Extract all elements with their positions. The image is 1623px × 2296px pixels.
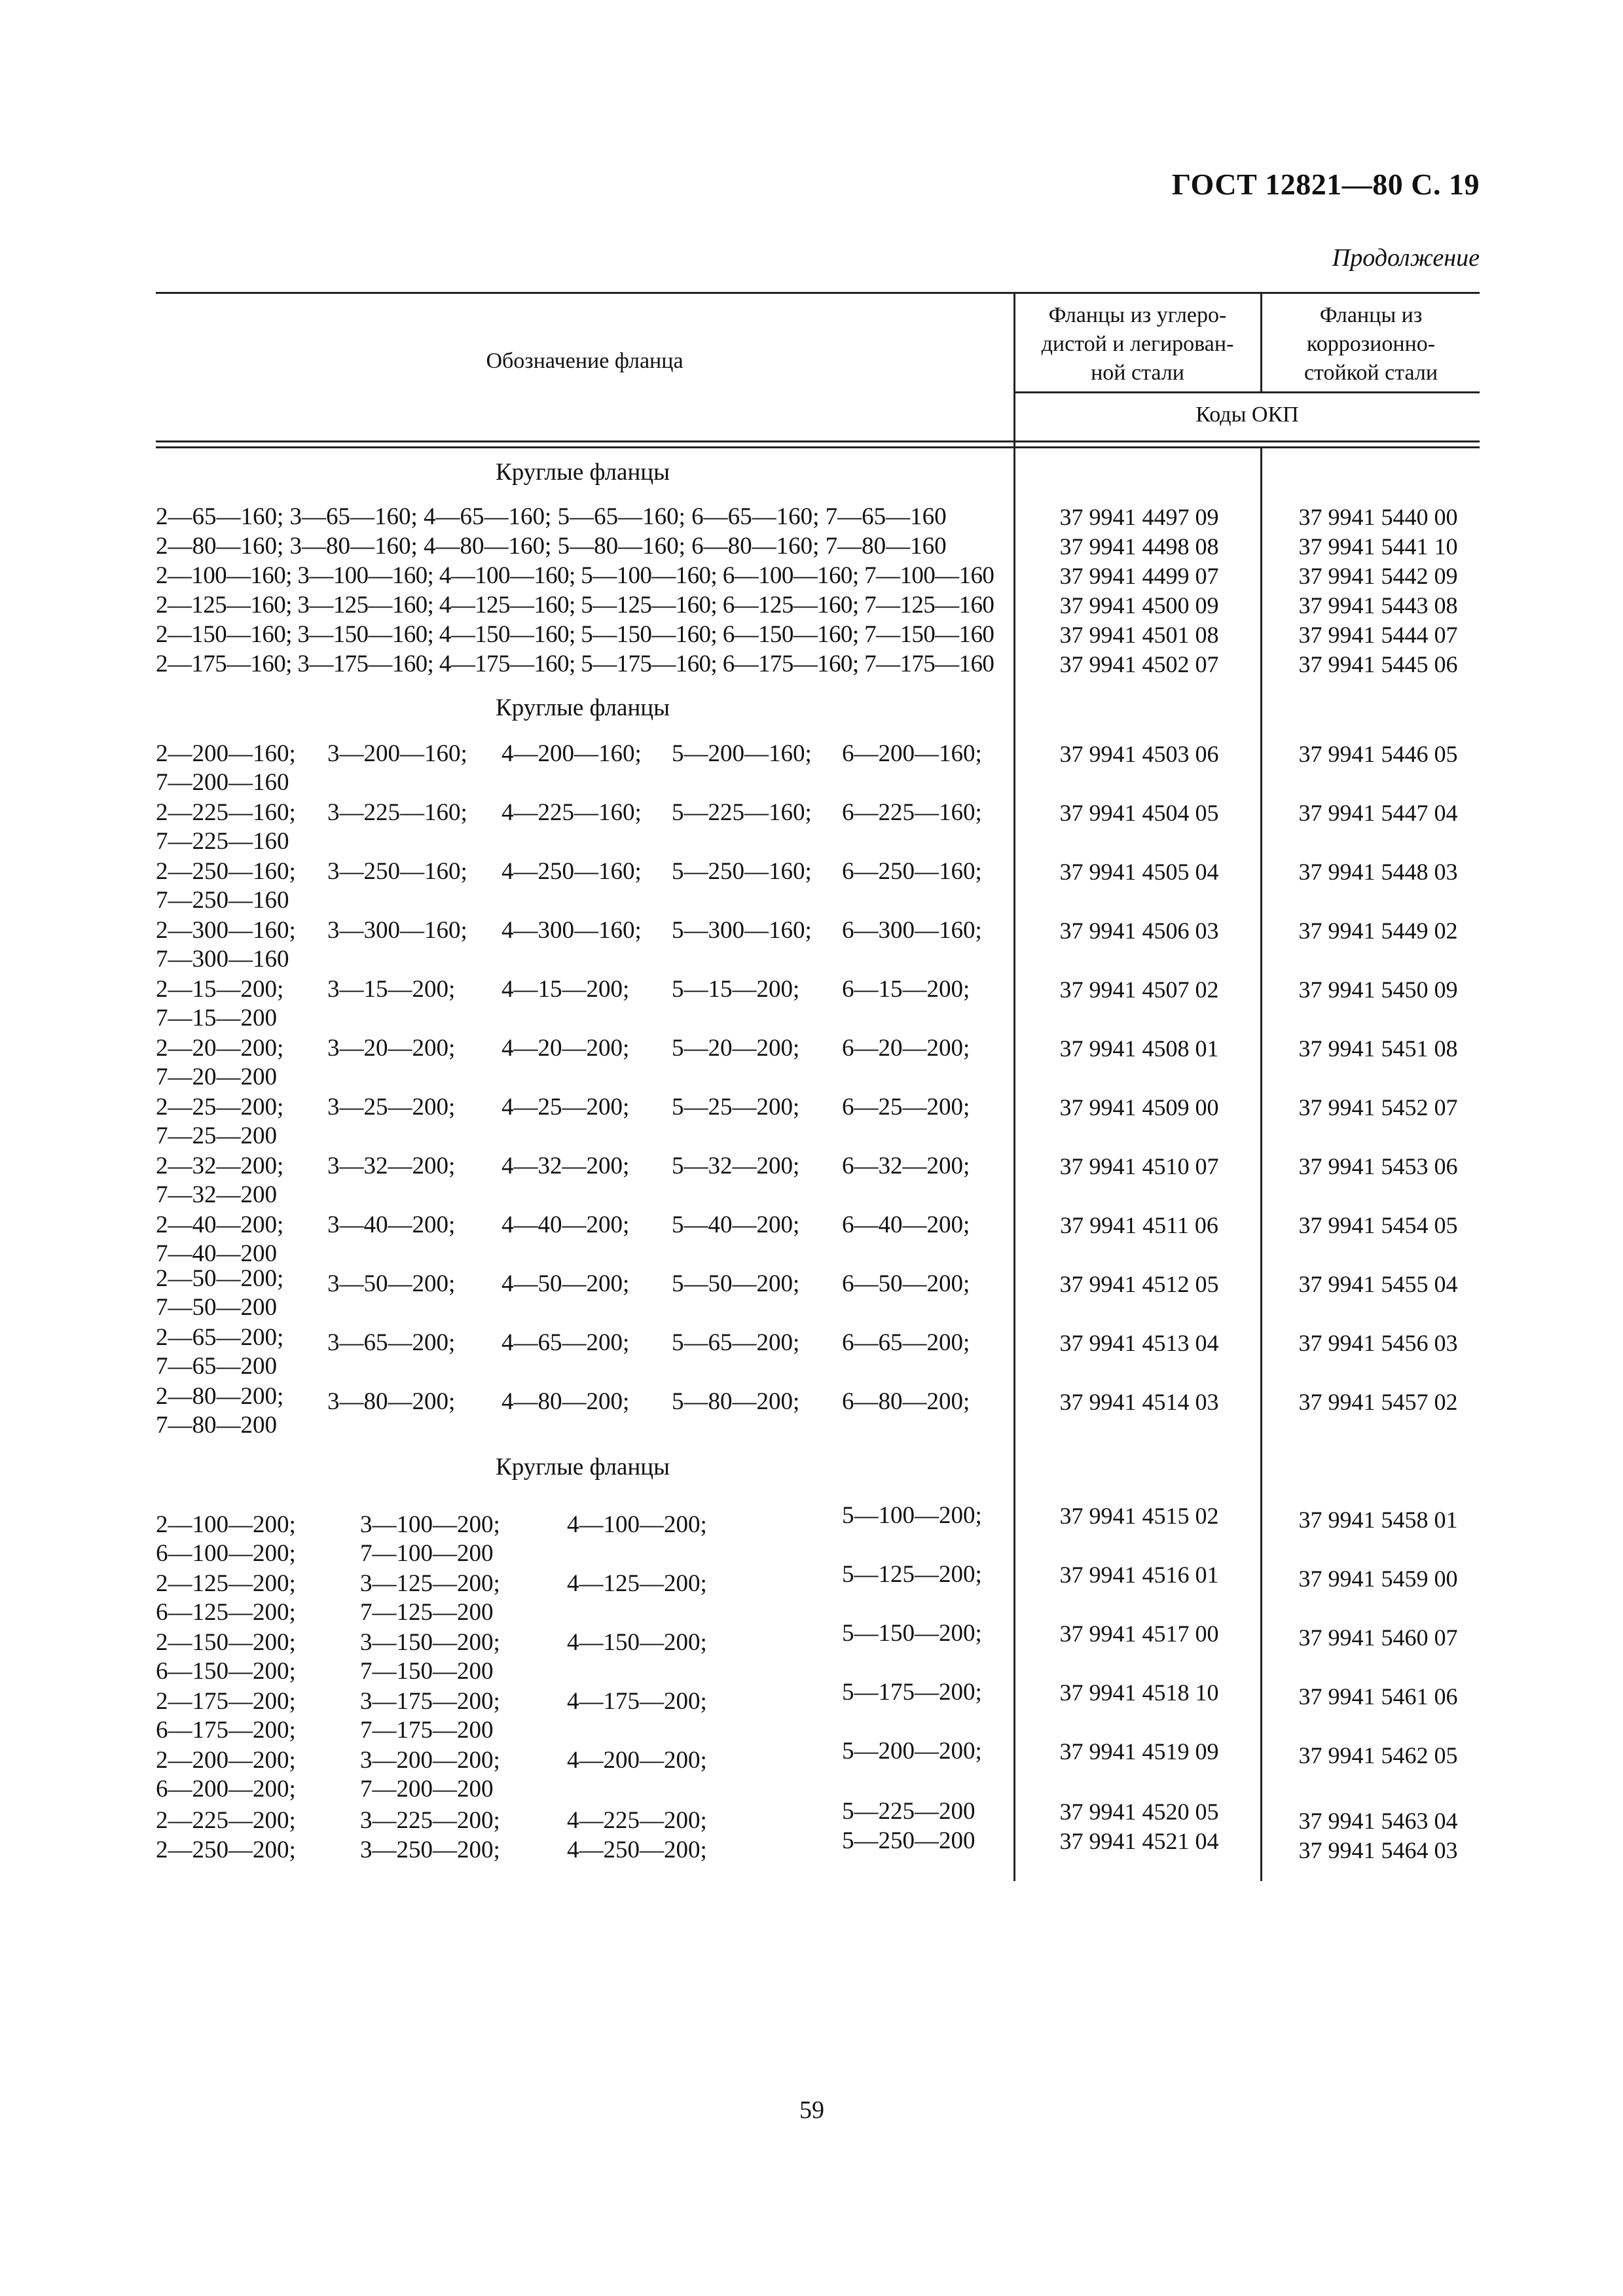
flange-designation: 2—65—160; 3—65—160; 4—65—160; 5—65—160; 6—65—160; 7—65—160	[156, 503, 947, 530]
designation-continuation: 7—32—200	[156, 1181, 277, 1208]
designation-part: 4—225—200;	[567, 1807, 707, 1834]
designation-continuation: 7—300—160	[156, 946, 289, 973]
okp-code-stainless: 37 9941 5448 03	[1298, 859, 1458, 885]
flange-designation: 2—150—160; 3—150—160; 4—150—160; 5—150—160; 6—150—160; 7—150—160	[156, 621, 994, 648]
designation-part: 4—200—200;	[567, 1747, 707, 1774]
designation-part: 4—20—200;	[501, 1035, 630, 1062]
okp-code-carbon: 37 9941 4506 03	[1059, 918, 1219, 944]
okp-code-stainless: 37 9941 5442 09	[1298, 563, 1458, 589]
okp-code-stainless: 37 9941 5458 01	[1298, 1507, 1458, 1533]
okp-code-stainless: 37 9941 5461 06	[1298, 1683, 1458, 1710]
designation-continuation: 6—100—200;	[156, 1540, 296, 1567]
okp-code-carbon: 37 9941 4519 09	[1059, 1738, 1219, 1765]
designation-part: 4—175—200;	[567, 1688, 707, 1715]
okp-code-carbon: 37 9941 4512 05	[1059, 1271, 1219, 1297]
designation-part: 4—50—200;	[501, 1270, 630, 1297]
designation-part: 5—300—160;	[672, 917, 812, 944]
okp-code-carbon: 37 9941 4508 01	[1059, 1035, 1219, 1062]
designation-part: 3—100—200;	[360, 1511, 500, 1538]
designation-part: 2—65—200;	[156, 1324, 284, 1351]
page-number: 59	[799, 2096, 824, 2124]
okp-code-stainless: 37 9941 5454 05	[1298, 1212, 1458, 1238]
designation-part: 3—150—200;	[360, 1629, 500, 1656]
designation-part: 5—150—200;	[842, 1620, 982, 1647]
page-header-title: ГОСТ 12821—80 С. 19	[1171, 168, 1480, 201]
designation-part: 5—50—200;	[672, 1270, 800, 1297]
designation-continuation: 7—65—200	[156, 1353, 277, 1380]
designation-continuation: 7—50—200	[156, 1294, 277, 1321]
designation-part: 6—50—200;	[842, 1270, 970, 1297]
designation-part: 6—65—200;	[842, 1329, 970, 1356]
okp-code-stainless: 37 9941 5446 05	[1298, 741, 1458, 767]
header-okp-codes: Коды ОКП	[1195, 403, 1299, 427]
designation-part: 3—20—200;	[327, 1035, 456, 1062]
okp-code-carbon: 37 9941 4505 04	[1059, 859, 1219, 885]
okp-code-stainless: 37 9941 5462 05	[1298, 1742, 1458, 1768]
okp-code-carbon: 37 9941 4503 06	[1059, 741, 1219, 767]
okp-code-stainless: 37 9941 5441 10	[1298, 533, 1458, 560]
okp-code-carbon: 37 9941 4511 06	[1060, 1212, 1218, 1238]
okp-code-carbon: 37 9941 4500 09	[1059, 592, 1219, 619]
designation-part: 5—20—200;	[672, 1035, 800, 1062]
designation-part: 2—225—200;	[156, 1807, 296, 1834]
designation-part: 6—80—200;	[842, 1388, 970, 1415]
okp-code-stainless: 37 9941 5459 00	[1298, 1566, 1458, 1592]
okp-code-stainless: 37 9941 5456 03	[1298, 1330, 1458, 1356]
designation-part: 2—150—200;	[156, 1629, 296, 1656]
designation-part: 5—100—200;	[842, 1502, 982, 1529]
designation-continuation: 6—125—200;	[156, 1599, 296, 1626]
designation-part: 5—15—200;	[672, 976, 800, 1003]
designation-continuation: 7—25—200	[156, 1122, 277, 1149]
designation-part: 2—200—160;	[156, 740, 296, 767]
okp-code-carbon: 37 9941 4515 02	[1059, 1503, 1219, 1529]
okp-code-stainless: 37 9941 5449 02	[1298, 918, 1458, 944]
designation-part: 4—80—200;	[501, 1388, 630, 1415]
designation-part: 6—200—160;	[842, 740, 982, 767]
okp-code-carbon: 37 9941 4516 01	[1059, 1562, 1219, 1588]
designation-part: 4—32—200;	[501, 1153, 630, 1179]
designation-continuation: 6—200—200;	[156, 1776, 296, 1803]
designation-part: 2—50—200;	[156, 1265, 284, 1292]
designation-continuation: 7—175—200	[360, 1717, 494, 1744]
header-bottom-rule-1	[156, 440, 1480, 442]
designation-part: 4—125—200;	[567, 1570, 707, 1597]
designation-part: 3—300—160;	[327, 917, 467, 944]
body-divider-main	[1013, 446, 1015, 1881]
header-carbon-line-2: дистой и легирован-	[1041, 332, 1234, 356]
header-carbon-line-1: Фланцы из углеро-	[1048, 303, 1227, 327]
designation-part: 2—20—200;	[156, 1035, 284, 1062]
designation-continuation: 7—200—200	[360, 1776, 494, 1803]
okp-code-carbon: 37 9941 4504 05	[1059, 800, 1219, 826]
designation-part: 2—125—200;	[156, 1570, 296, 1597]
designation-part: 3—225—200;	[360, 1807, 500, 1834]
header-carbon-line-3: ной стали	[1091, 361, 1184, 385]
designation-part: 3—225—160;	[327, 799, 467, 826]
designation-part: 3—250—200;	[360, 1837, 500, 1863]
designation-part: 4—250—160;	[501, 858, 642, 885]
okp-code-carbon: 37 9941 4499 07	[1059, 563, 1219, 589]
designation-part: 4—65—200;	[501, 1329, 630, 1356]
designation-part: 6—25—200;	[842, 1094, 970, 1121]
designation-part: 2—40—200;	[156, 1211, 284, 1238]
designation-continuation: 7—80—200	[156, 1412, 277, 1439]
designation-continuation: 6—175—200;	[156, 1717, 296, 1744]
designation-part: 6—15—200;	[842, 976, 970, 1003]
header-stainless-line-1: Фланцы из	[1319, 303, 1423, 327]
designation-part: 4—15—200;	[501, 976, 630, 1003]
designation-part: 4—25—200;	[501, 1094, 630, 1121]
designation-part: 4—225—160;	[501, 799, 642, 826]
okp-code-stainless: 37 9941 5450 09	[1298, 977, 1458, 1003]
okp-code-stainless: 37 9941 5447 04	[1298, 800, 1458, 826]
okp-code-stainless: 37 9941 5443 08	[1298, 592, 1458, 619]
section-title: Круглые фланцы	[496, 694, 670, 721]
okp-code-stainless: 37 9941 5464 03	[1298, 1837, 1458, 1863]
section-title: Круглые фланцы	[496, 1454, 670, 1480]
designation-part: 3—250—160;	[327, 858, 467, 885]
designation-part: 3—200—160;	[327, 740, 467, 767]
section-title: Круглые фланцы	[496, 459, 670, 486]
okp-code-carbon: 37 9941 4517 00	[1059, 1621, 1219, 1647]
header-stainless-steel	[1262, 301, 1480, 387]
header-bottom-rule-2	[156, 446, 1480, 448]
okp-code-stainless: 37 9941 5445 06	[1298, 651, 1458, 677]
okp-code-carbon: 37 9941 4497 09	[1059, 504, 1219, 530]
table-top-rule	[156, 292, 1480, 294]
okp-code-stainless: 37 9941 5453 06	[1298, 1153, 1458, 1179]
okp-code-carbon: 37 9941 4510 07	[1059, 1153, 1219, 1179]
designation-part: 5—200—160;	[672, 740, 812, 767]
okp-code-stainless: 37 9941 5440 00	[1298, 504, 1458, 530]
designation-part: 4—300—160;	[501, 917, 642, 944]
designation-part: 5—200—200;	[842, 1738, 982, 1765]
designation-part: 3—50—200;	[327, 1270, 456, 1297]
designation-continuation: 6—150—200;	[156, 1658, 296, 1685]
designation-part: 2—175—200;	[156, 1688, 296, 1715]
header-stainless-line-3: стойкой стали	[1304, 361, 1438, 385]
okp-code-carbon: 37 9941 4507 02	[1059, 977, 1219, 1003]
flange-designation: 2—100—160; 3—100—160; 4—100—160; 5—100—160; 6—100—160; 7—100—160	[156, 562, 994, 589]
okp-code-stainless: 37 9941 5455 04	[1298, 1271, 1458, 1297]
designation-part: 5—225—200	[842, 1798, 976, 1825]
okp-code-stainless: 37 9941 5463 04	[1298, 1808, 1458, 1834]
designation-part: 5—65—200;	[672, 1329, 800, 1356]
designation-part: 4—250—200;	[567, 1837, 707, 1863]
okp-code-carbon: 37 9941 4498 08	[1059, 533, 1219, 560]
designation-part: 4—150—200;	[567, 1629, 707, 1656]
designation-part: 4—100—200;	[567, 1511, 707, 1538]
designation-part: 5—250—160;	[672, 858, 812, 885]
designation-part: 5—225—160;	[672, 799, 812, 826]
designation-part: 6—250—160;	[842, 858, 982, 885]
designation-part: 5—80—200;	[672, 1388, 800, 1415]
designation-continuation: 7—40—200	[156, 1240, 277, 1267]
header-stainless-line-2: коррозионно-	[1306, 332, 1436, 356]
designation-part: 2—225—160;	[156, 799, 296, 826]
designation-continuation: 7—150—200	[360, 1658, 494, 1685]
designation-part: 6—300—160;	[842, 917, 982, 944]
designation-continuation: 7—20—200	[156, 1064, 277, 1090]
designation-part: 6—32—200;	[842, 1153, 970, 1179]
designation-part: 2—250—200;	[156, 1837, 296, 1863]
designation-part: 2—25—200;	[156, 1094, 284, 1121]
designation-part: 3—40—200;	[327, 1211, 456, 1238]
okp-code-stainless: 37 9941 5444 07	[1298, 622, 1458, 648]
okp-code-carbon: 37 9941 4501 08	[1059, 622, 1219, 648]
designation-part: 3—65—200;	[327, 1329, 456, 1356]
designation-part: 2—300—160;	[156, 917, 296, 944]
designation-part: 3—125—200;	[360, 1570, 500, 1597]
okp-code-carbon: 37 9941 4521 04	[1059, 1828, 1219, 1854]
designation-part: 2—32—200;	[156, 1153, 284, 1179]
okp-code-carbon: 37 9941 4502 07	[1059, 651, 1219, 677]
designation-part: 5—250—200	[842, 1827, 976, 1854]
designation-continuation: 7—125—200	[360, 1599, 494, 1626]
designation-part: 2—100—200;	[156, 1511, 296, 1538]
designation-part: 5—175—200;	[842, 1679, 982, 1706]
designation-part: 6—40—200;	[842, 1211, 970, 1238]
okp-code-carbon: 37 9941 4518 10	[1059, 1679, 1219, 1706]
designation-part: 5—25—200;	[672, 1094, 800, 1121]
designation-part: 6—225—160;	[842, 799, 982, 826]
okp-code-carbon: 37 9941 4514 03	[1059, 1389, 1219, 1415]
designation-part: 5—32—200;	[672, 1153, 800, 1179]
flange-designation: 2—125—160; 3—125—160; 4—125—160; 5—125—160; 6—125—160; 7—125—160	[156, 592, 994, 619]
flange-designation: 2—80—160; 3—80—160; 4—80—160; 5—80—160; 6—80—160; 7—80—160	[156, 533, 947, 560]
designation-part: 3—175—200;	[360, 1688, 500, 1715]
designation-part: 2—80—200;	[156, 1383, 284, 1410]
header-subrule	[1013, 391, 1480, 393]
designation-part: 2—250—160;	[156, 858, 296, 885]
okp-code-carbon: 37 9941 4509 00	[1059, 1094, 1219, 1121]
header-carbon-steel	[1015, 301, 1260, 387]
body-divider-codes	[1260, 446, 1262, 1881]
designation-continuation: 7—225—160	[156, 828, 289, 855]
okp-code-stainless: 37 9941 5457 02	[1298, 1389, 1458, 1415]
designation-part: 3—80—200;	[327, 1388, 456, 1415]
designation-continuation: 7—200—160	[156, 769, 289, 796]
designation-part: 4—40—200;	[501, 1211, 630, 1238]
okp-code-carbon: 37 9941 4520 05	[1059, 1799, 1219, 1825]
designation-part: 3—32—200;	[327, 1153, 456, 1179]
designation-part: 4—200—160;	[501, 740, 642, 767]
designation-part: 5—40—200;	[672, 1211, 800, 1238]
flange-designation: 2—175—160; 3—175—160; 4—175—160; 5—175—160; 6—175—160; 7—175—160	[156, 651, 994, 677]
designation-part: 3—15—200;	[327, 976, 456, 1003]
designation-part: 5—125—200;	[842, 1561, 982, 1588]
header-designation: Обозначение фланца	[486, 349, 684, 373]
designation-continuation: 7—250—160	[156, 887, 289, 914]
okp-code-stainless: 37 9941 5452 07	[1298, 1094, 1458, 1121]
designation-continuation: 7—15—200	[156, 1005, 277, 1031]
designation-part: 3—25—200;	[327, 1094, 456, 1121]
designation-part: 6—20—200;	[842, 1035, 970, 1062]
continuation-label: Продолжение	[1332, 244, 1480, 272]
designation-part: 2—200—200;	[156, 1747, 296, 1774]
okp-code-stainless: 37 9941 5451 08	[1298, 1035, 1458, 1062]
designation-part: 2—15—200;	[156, 976, 284, 1003]
okp-code-carbon: 37 9941 4513 04	[1059, 1330, 1219, 1356]
designation-continuation: 7—100—200	[360, 1540, 494, 1567]
okp-code-stainless: 37 9941 5460 07	[1298, 1624, 1458, 1651]
designation-part: 3—200—200;	[360, 1747, 500, 1774]
